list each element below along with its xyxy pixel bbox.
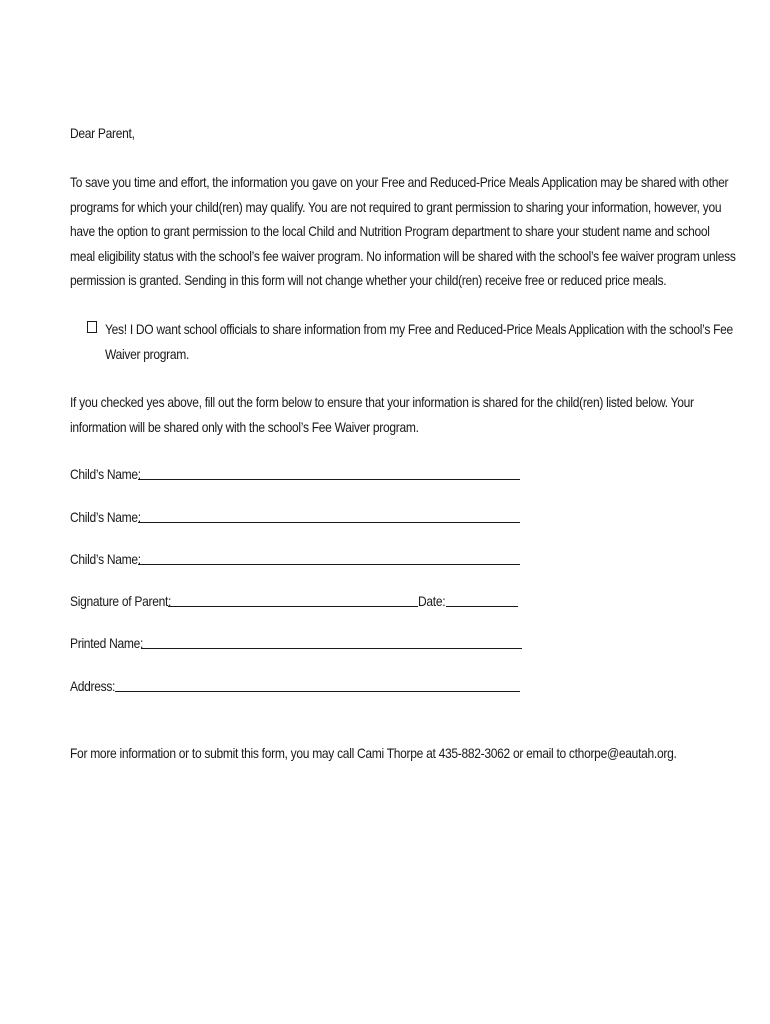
intro-line: programs for which your child(ren) may qualify. You are not required to grant permission to sharing your information, however, you — [70, 198, 722, 215]
address-input[interactable] — [115, 691, 520, 692]
child-name-field-2 — [70, 507, 522, 527]
address-label: Address: — [70, 678, 116, 694]
consent-checkbox[interactable] — [87, 321, 97, 333]
followup-line: If you checked yes above, fill out the form below to ensure that your information is shared for the child(ren) listed below. Your — [70, 394, 694, 410]
printed-name-field — [70, 633, 524, 653]
child-name-label: Child’s Name: — [70, 466, 141, 482]
consent-option-line: Yes! I DO want school officials to share information from my Free and Reduced-Price Meals Application with the school’s Fee — [105, 321, 733, 337]
child-name-field-3 — [70, 549, 522, 569]
signature-input[interactable] — [168, 606, 418, 607]
printed-name-input[interactable] — [141, 648, 522, 649]
date-input[interactable] — [446, 606, 518, 607]
consent-option-line: Waiver program. — [105, 345, 190, 362]
consent-option-text — [105, 317, 733, 366]
date-label: Date: — [418, 593, 446, 609]
intro-paragraph — [70, 170, 736, 293]
followup-line: information will be shared only with the school’s Fee Waiver program. — [70, 418, 419, 435]
child-name-input-3[interactable] — [138, 564, 520, 565]
intro-line: To save you time and effort, the information you gave on your Free and Reduced-Price Meals Application may be shared with other — [70, 174, 729, 190]
intro-line: meal eligibility status with the school’s fee waiver program. No information will be shared with the school’s fee waiver program unless — [70, 247, 736, 264]
child-name-input-2[interactable] — [138, 522, 520, 523]
followup-paragraph — [70, 390, 694, 439]
signature-field — [70, 591, 522, 611]
child-name-input-1[interactable] — [138, 479, 520, 480]
child-name-label: Child’s Name: — [70, 551, 141, 567]
intro-line: permission is granted. Sending in this form will not change whether your child(ren) receive free or reduced price meals. — [70, 272, 667, 288]
printed-name-label: Printed Name: — [70, 635, 144, 651]
greeting: Dear Parent, — [70, 125, 135, 141]
intro-line: have the option to grant permission to the local Child and Nutrition Program department to share your student name and school — [70, 223, 710, 239]
address-field — [70, 676, 522, 696]
footer-contact: For more information or to submit this form, you may call Cami Thorpe at 435-882-3062 or email to cthorpe@eautah.org. — [70, 745, 677, 761]
signature-label: Signature of Parent: — [70, 593, 172, 609]
child-name-label: Child’s Name: — [70, 509, 141, 525]
child-name-field-1 — [70, 464, 522, 484]
